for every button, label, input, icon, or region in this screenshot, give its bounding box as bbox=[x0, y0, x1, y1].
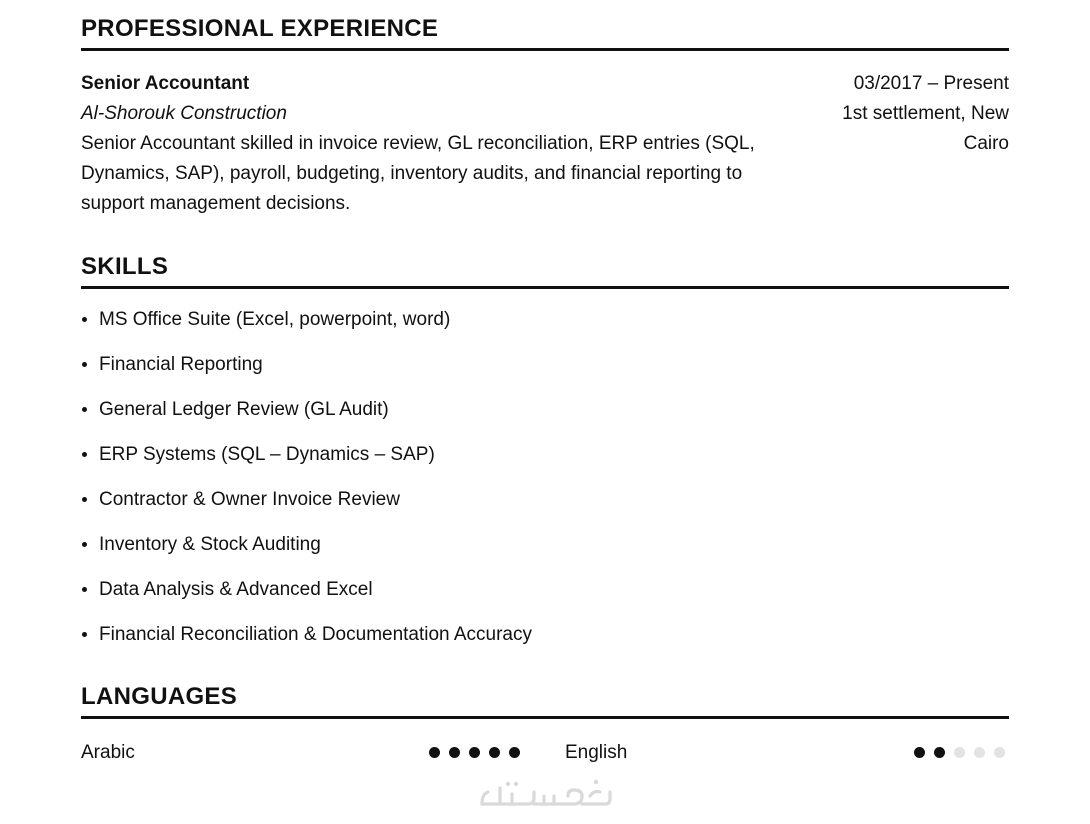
bullet-icon bbox=[82, 542, 87, 547]
skill-item bbox=[81, 530, 532, 575]
level-dot-filled bbox=[469, 747, 480, 758]
skill-item bbox=[81, 485, 532, 530]
language-name-arabic: Arabic bbox=[81, 742, 135, 763]
skill-label: Inventory & Stock Auditing bbox=[99, 534, 321, 555]
experience-section bbox=[81, 15, 1009, 51]
bullet-icon bbox=[82, 452, 87, 457]
bullet-icon bbox=[82, 587, 87, 592]
bullet-icon bbox=[82, 407, 87, 412]
level-dot-empty bbox=[994, 747, 1005, 758]
skill-item bbox=[81, 305, 532, 350]
skill-label: Financial Reconciliation & Documentation Accuracy bbox=[99, 624, 532, 645]
level-dot-empty bbox=[974, 747, 985, 758]
language-name-english: English bbox=[565, 742, 628, 763]
level-dot-filled bbox=[449, 747, 460, 758]
bullet-icon bbox=[82, 362, 87, 367]
khamsat-watermark-logo bbox=[478, 774, 612, 814]
level-dot-filled bbox=[934, 747, 945, 758]
skill-label: Contractor & Owner Invoice Review bbox=[99, 489, 400, 510]
skill-item bbox=[81, 395, 532, 440]
level-dot-filled bbox=[914, 747, 925, 758]
job-meta bbox=[809, 69, 1009, 159]
level-dot-filled bbox=[429, 747, 440, 758]
job-location: 1st settlement, New Cairo bbox=[842, 103, 1009, 154]
bullet-icon bbox=[82, 632, 87, 637]
experience-divider bbox=[81, 48, 1009, 51]
job-details bbox=[81, 69, 801, 219]
languages-divider bbox=[81, 716, 1009, 719]
job-company: Al-Shorouk Construction bbox=[81, 103, 287, 124]
level-dot-empty bbox=[954, 747, 965, 758]
languages-section bbox=[81, 683, 1009, 719]
bullet-icon bbox=[82, 317, 87, 322]
job-entry bbox=[81, 69, 1009, 219]
languages-heading: LANGUAGES bbox=[81, 683, 238, 710]
level-dot-filled bbox=[509, 747, 520, 758]
bullet-icon bbox=[82, 497, 87, 502]
level-dot-filled bbox=[489, 747, 500, 758]
languages-row bbox=[81, 738, 1009, 768]
language-level-arabic bbox=[429, 747, 520, 759]
skills-heading: SKILLS bbox=[81, 253, 169, 280]
skills-section bbox=[81, 253, 1009, 289]
skill-label: Data Analysis & Advanced Excel bbox=[99, 579, 373, 600]
job-title: Senior Accountant bbox=[81, 73, 250, 94]
skills-divider bbox=[81, 286, 1009, 289]
skill-label: General Ledger Review (GL Audit) bbox=[99, 399, 389, 420]
job-dates: 03/2017 – Present bbox=[853, 73, 1009, 94]
language-level-english bbox=[914, 747, 1005, 759]
skills-list bbox=[81, 305, 532, 665]
skill-item bbox=[81, 350, 532, 395]
skill-item bbox=[81, 440, 532, 485]
skill-label: MS Office Suite (Excel, powerpoint, word) bbox=[99, 309, 451, 330]
skill-item bbox=[81, 620, 532, 665]
skill-item bbox=[81, 575, 532, 620]
skill-label: Financial Reporting bbox=[99, 354, 263, 375]
experience-heading: PROFESSIONAL EXPERIENCE bbox=[81, 15, 439, 42]
job-description: Senior Accountant skilled in invoice review, GL reconciliation, ERP entries (SQL, Dynamics, SAP), payroll, budgeting, inventory audits, and financial reporting to support management decisions. bbox=[81, 133, 755, 214]
skill-label: ERP Systems (SQL – Dynamics – SAP) bbox=[99, 444, 435, 465]
